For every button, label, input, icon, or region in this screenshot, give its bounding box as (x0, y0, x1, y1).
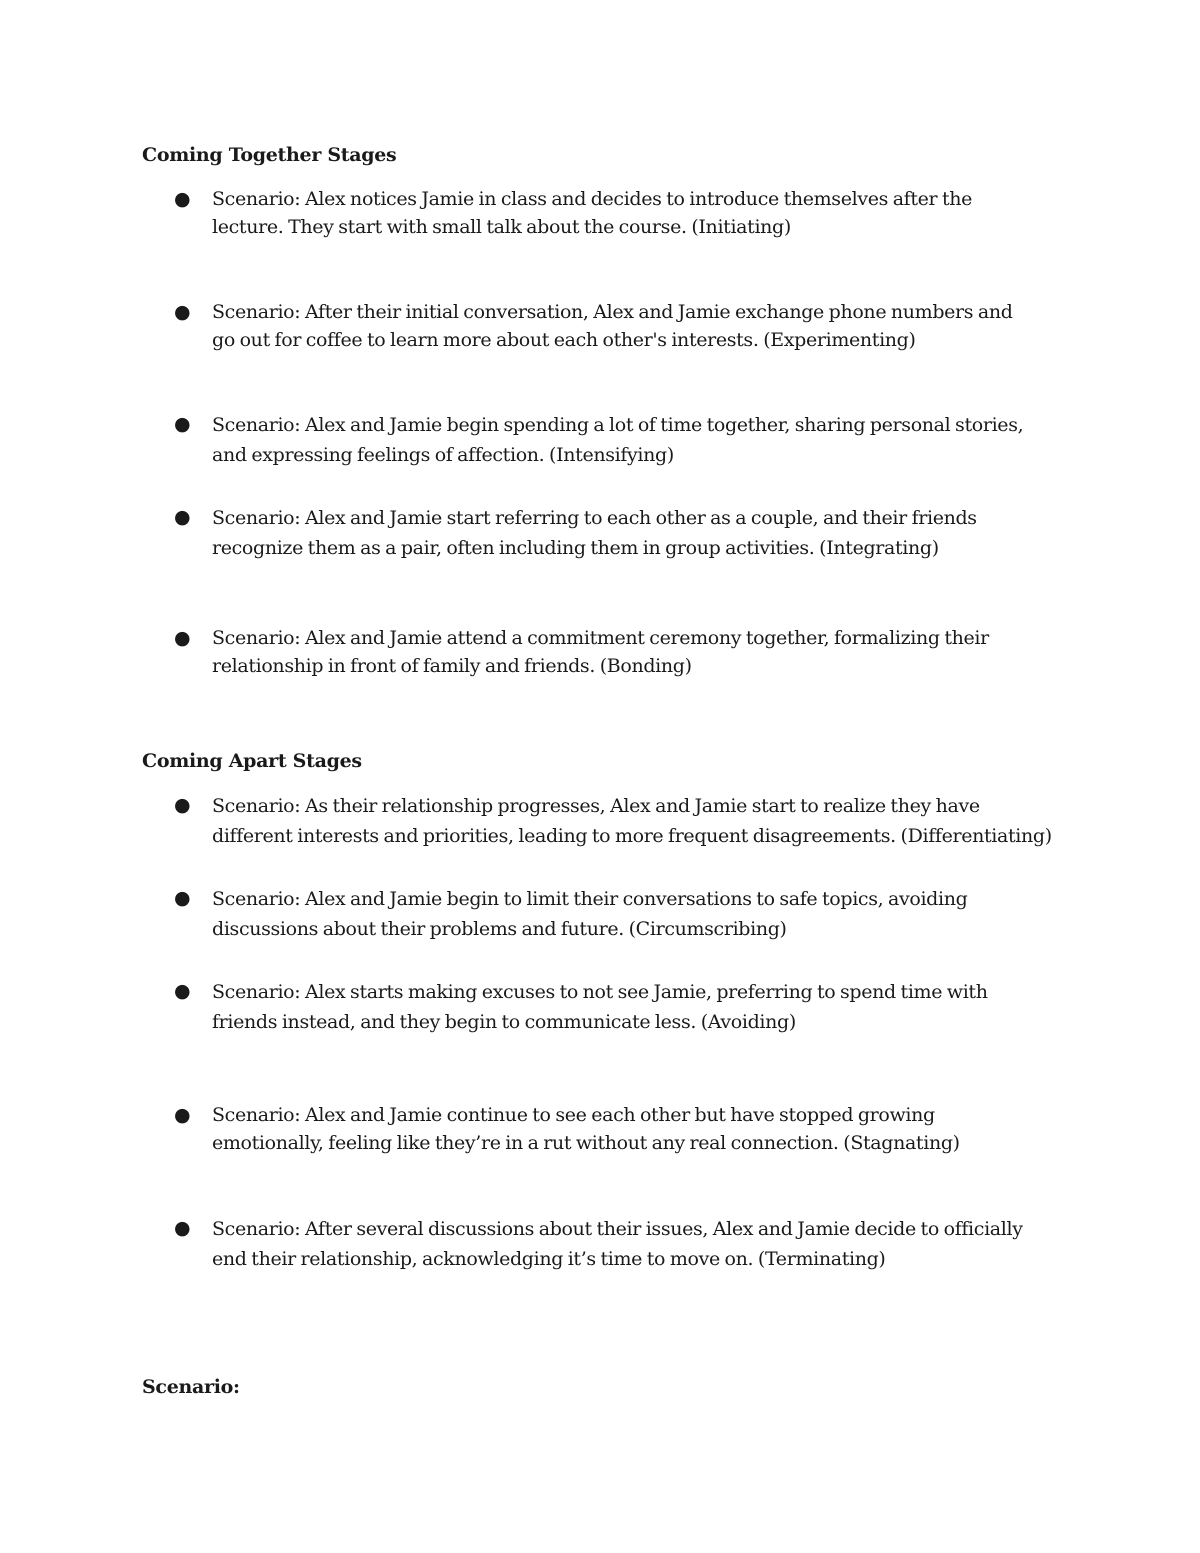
list-item-text (212, 624, 1072, 680)
list-item-line: end their relationship, acknowledging it’s time to move on. (Terminating) (212, 1248, 886, 1270)
list-item-line: Scenario: Alex starts making excuses to not see Jamie, preferring to spend time with (212, 981, 988, 1003)
section-heading-coming-together: Coming Together Stages (142, 144, 397, 166)
list-item-line: recognize them as a pair, often including them in group activities. (Integrating) (212, 537, 939, 559)
list-item-text (212, 298, 1072, 354)
list-item-line: different interests and priorities, leading to more frequent disagreements. (Differentiating) (212, 825, 1052, 847)
list-item-line: Scenario: As their relationship progresses, Alex and Jamie start to realize they have (212, 795, 980, 817)
scenario-heading: Scenario: (142, 1376, 240, 1398)
bullet-icon: ● (174, 188, 191, 210)
list-item-text (212, 1214, 1072, 1273)
list-item-line: go out for coffee to learn more about each other's interests. (Experimenting) (212, 329, 916, 351)
list-item-line: Scenario: After several discussions about their issues, Alex and Jamie decide to officially (212, 1218, 1023, 1240)
bullet-icon: ● (174, 413, 191, 435)
list-item-line: Scenario: Alex and Jamie begin spending a lot of time together, sharing personal stories, (212, 414, 1024, 436)
bullet-icon: ● (174, 627, 191, 649)
list-item-line: relationship in front of family and friends. (Bonding) (212, 655, 692, 677)
bullet-icon: ● (174, 506, 191, 528)
list-item-text (212, 1101, 1072, 1157)
list-item-line: Scenario: Alex notices Jamie in class and decides to introduce themselves after the (212, 188, 973, 210)
list-item-line: Scenario: Alex and Jamie attend a commitment ceremony together, formalizing their (212, 627, 989, 649)
list-item-line: friends instead, and they begin to communicate less. (Avoiding) (212, 1011, 796, 1033)
list-item-text (212, 185, 1072, 241)
list-item-line: Scenario: After their initial conversation, Alex and Jamie exchange phone numbers and (212, 301, 1013, 323)
bullet-icon: ● (174, 1217, 191, 1239)
bullet-icon: ● (174, 887, 191, 909)
list-item-text (212, 884, 1072, 943)
list-item-line: lecture. They start with small talk about the course. (Initiating) (212, 216, 791, 238)
bullet-icon: ● (174, 794, 191, 816)
list-item-text (212, 977, 1072, 1036)
list-item-text (212, 791, 1072, 850)
bullet-icon: ● (174, 1104, 191, 1126)
list-item-line: emotionally, feeling like they’re in a rut without any real connection. (Stagnating) (212, 1132, 960, 1154)
bullet-icon: ● (174, 980, 191, 1002)
bullet-icon: ● (174, 301, 191, 323)
list-item-text (212, 503, 1072, 562)
list-item-text (212, 410, 1072, 469)
list-item-line: Scenario: Alex and Jamie start referring to each other as a couple, and their friends (212, 507, 977, 529)
list-item-line: Scenario: Alex and Jamie continue to see each other but have stopped growing (212, 1104, 935, 1126)
section-heading-coming-apart: Coming Apart Stages (142, 750, 362, 772)
list-item-line: and expressing feelings of affection. (Intensifying) (212, 444, 674, 466)
list-item-line: discussions about their problems and future. (Circumscribing) (212, 918, 787, 940)
list-item-line: Scenario: Alex and Jamie begin to limit their conversations to safe topics, avoiding (212, 888, 968, 910)
